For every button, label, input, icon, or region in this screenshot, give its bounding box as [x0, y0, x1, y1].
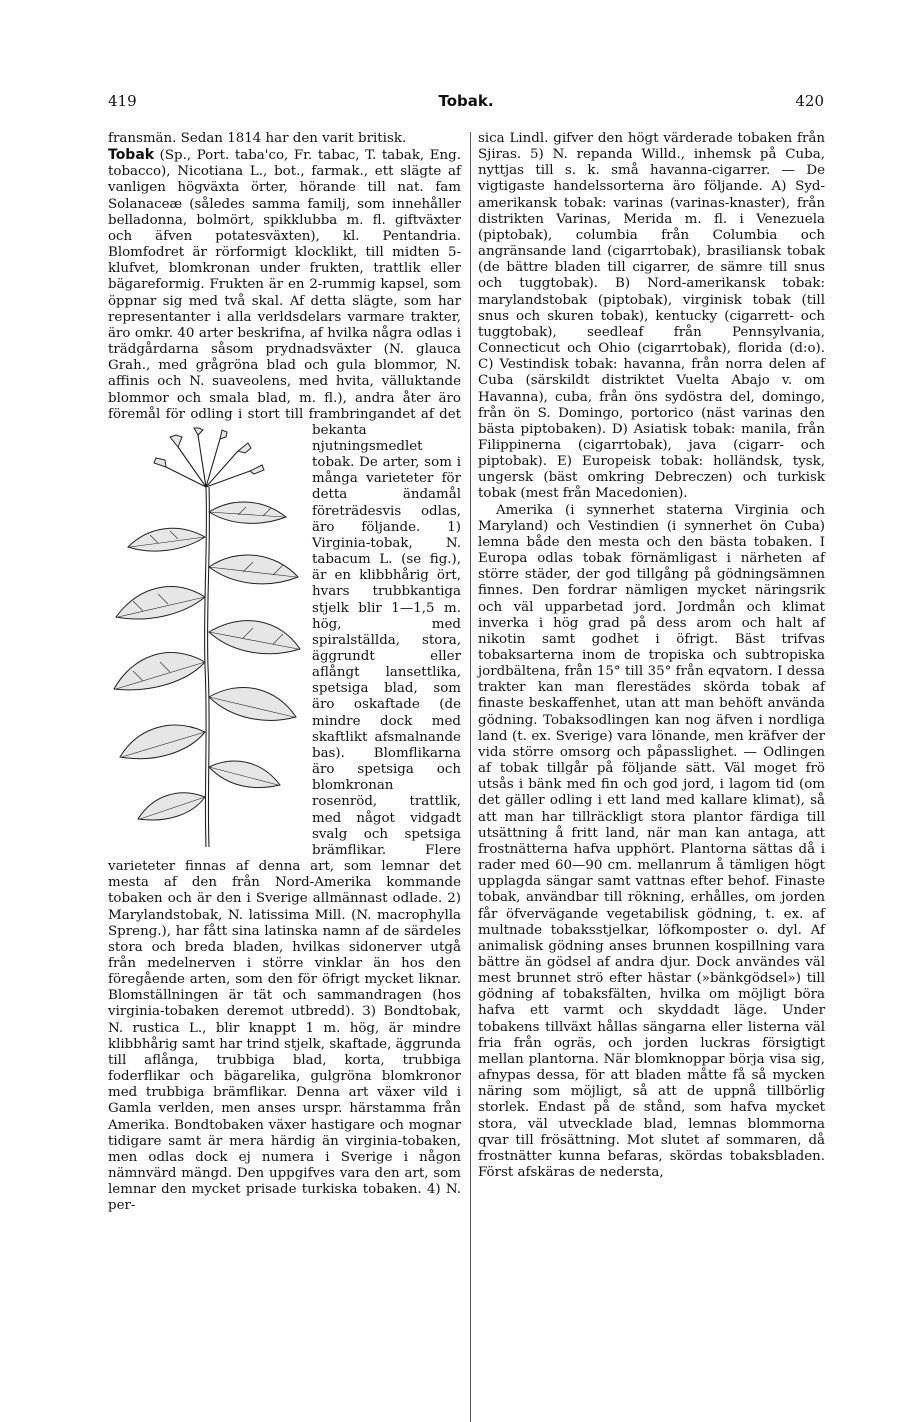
left-column — [108, 131, 461, 1214]
page-header — [108, 92, 824, 114]
column-divider — [470, 132, 471, 1422]
paragraph-trade-sorts: sica Lindl. gifver den högt värderade tobaken från Sjiras. 5) N. repanda Willd., inhemsk på Cuba, nyttjas till s. k. små havanna-cigarrer. — De vigtigaste handelssorterna äro följande. A) Syd-amerikansk tobak: varinas (varinas-knaster), från distrikten Varinas, Merida m. fl. i Venezuela (piptobak), columbia från Columbia och angränsande land (cigarrtobak), brasiliansk tobak (de bättre bladen till cigarrer, de sämre till snus och tuggtobak). B) Nord-amerikansk tobak: marylandstobak (piptobak), virginisk tobak (till snus och skuren tobak), kentucky (cigarrett- och tuggtobak), seedleaf från Pennsylvania, Connecticut och Ohio (cigarrtobak), florida (d:o). C) Vestindisk tobak: havanna, från norra delen af Cuba (särskildt distriktet Vuelta Abajo v. om Havanna), cuba, från öns sydöstra del, domingo, från ön S. Domingo, portorico (näst varinas den bästa piptobaken). D) Asiatisk tobak: manila, från Filippinerna (cigarrtobak), java (cigarr- och piptobak). E) Europeisk tobak: holländsk, tysk, ungersk (bäst omkring Debreczen) och turkisk tobak (mest från Macedonien). — [478, 131, 825, 502]
page-number-right: 420 — [795, 92, 824, 110]
entry-body: (Sp., Port. taba'co, Fr. tabac, T. tabak, Eng. tobacco), Nicotiana L., bot., farmak., ett slägte af vanligen högväxta örter, hörande till nat. fam Solanaceæ (således samma familj, som innehåller belladonna, bolmört, spikklubba m. fl. giftväxter och äfven potatesväxten), kl. Pentandria. Blomfodret är rörformigt klocklikt, till midten 5-klufvet, blomkronan under frukten, trattlik eller bägareformig. Frukten är en 2-rummig kapsel, som öppnar sig med två skal. Af detta slägte, som har representanter i alla verldsdelars varmare trakter, äro omkr. 40 arter beskrifna, af hvilka några odlas i trädgårdarna såsom prydnadsväxter (N. glauca Grah., med grågröna blad och gula blommor, N. affinis och N. suaveolens, med hvita, välluktande blommor och smala blad, m. fl.), andra åter äro föremål för odling i stort till frambringandet af det bekanta njutningsmedlet tobak. De arter, som i många varieteter för detta ändamål företrädesvis odlas, äro följande. 1) Virginia-tobak, N. tabacum L. (se fig.), är en klibbhårig ört, hvars trubbkantiga stjelk blir 1—1,5 m. hög, med spiralställda, stora, äggrundt eller aflångt lansettlika, spetsiga blad, som äro oskaftade (de mindre dock med skaftlikt afsmalnande bas). Blomflikarna äro spetsiga och blomkronan rosenröd, trattlik, med något vidgadt svalg och spetsiga brämflikar. Flere varieteter finnas af denna art, som lemnar det mesta af den från Nord-Amerika kommande tobaken och är den i Sverige allmännast odlade. 2) Marylandstobak, N. latissima Mill. (N. macrophylla Spreng.), har fått sina latinska namn af de särdeles stora och breda bladen, hvilkas sidonerver utgå från medelnerven i större vinklar än hos den föregående arten, som den för öfrigt mycket liknar. Blomställningen är tät och sammandragen (hos virginia-tobaken deremot utbredd). 3) Bondtobak, N. rustica L., blir knappt 1 m. hög, är mindre klibbhårig samt har trind stjelk, skaftade, äggrunda till aflånga, trubbiga blad, korta, trubbiga foderflikar och bägarelika, gulgröna blomkronor med trubbiga brämflikar. Denna art växer vild i Gamla verlden, men anses urspr. härstamma från Amerika. Bondtobaken växer hastigare och mognar tidigare samt är mera härdig än virginia-tobaken, men odlas dock ej numera i Sverige i någon nämnvärd mängd. Den uppgifves vara den art, som lemnar den mycket prisade turkiska tobaken. 4) N. per- — [108, 148, 461, 1214]
headword: Tobak — [108, 147, 155, 164]
right-column — [478, 131, 825, 1181]
paragraph-continuation: fransmän. Sedan 1814 har den varit britisk. — [108, 131, 407, 146]
page-number-left: 419 — [108, 92, 137, 110]
running-title: Tobak. — [438, 92, 494, 110]
entry-tobak — [108, 147, 461, 1214]
paragraph-cultivation: Amerika (i synnerhet staterna Virginia och Maryland) och Vestindien (i synnerhet ön Cuba) lemna både den mesta och den bästa tobaken. I Europa odlas tobak förnämligast i närheten af större städer, der god tillgång på gödningsämnen finnes. Den fordrar nämligen mycket näringsrik och väl upparbetad jord. Jordmån och klimat inverka i hög grad på dess arom och halt af nikotin samt godhet i öfrigt. Bäst trifvas tobaksarterna inom de tropiska och subtropiska jordbältena, från 15° till 35° från eqvatorn. I dessa trakter kan man flerestädes skörda tobak af finaste beskaffenhet, utan att man behöft använda gödning. Tobaksodlingen kan nog äfven i nordliga land (t. ex. Sverige) vara lönande, men kräfver der vida större omsorg och påpasslighet. — Odlingen af tobak tillgår på följande sätt. Väl moget frö utsås i bänk med fin och god jord, i lagom tid (om det gäller odling i ett land med kallare klimat), så att man har tillräckligt stora plantor färdiga till utsättning å fritt land, när man kan antaga, att frostnätterna hafva upphört. Plantorna sättas då i rader med 60—90 cm. mellanrum å tämligen högt upplagda sängar samt vattnas efter behof. Finaste tobak, användbar till rökning, erhålles, om jorden får öfvervägande vegetabilisk gödning, t. ex. af multnade tobaksstjelkar, löfkomposter o. dyl. Af animalisk gödning anses brunnen kospillning vara bättre än gödsel af andra djur. Dock användes väl mest brunnet strö efter hästar (»bänkgödsel») till gödning af tobaksfälten, hvilka om möjligt böra hafva ett varmt och skyddadt läge. Under tobakens tillväxt hållas sängarna eller listerna väl fria från ogräs, och jorden luckras försigtigt mellan plantorna. När blomknoppar börja visa sig, afnypas dessa, för att bladen måtte få så mycken näring som möjligt, så att de uppnå tillbörlig storlek. Endast på de stånd, som hafva mycket stora, väl utvecklade blad, lemnas blommorna qvar till frösättning. Mot slutet af sommaren, då frostnätter kunna befaras, skördas tobaksbladen. Först afskäras de nedersta, — [478, 502, 825, 1180]
tobacco-plant-illustration-icon — [108, 427, 304, 852]
